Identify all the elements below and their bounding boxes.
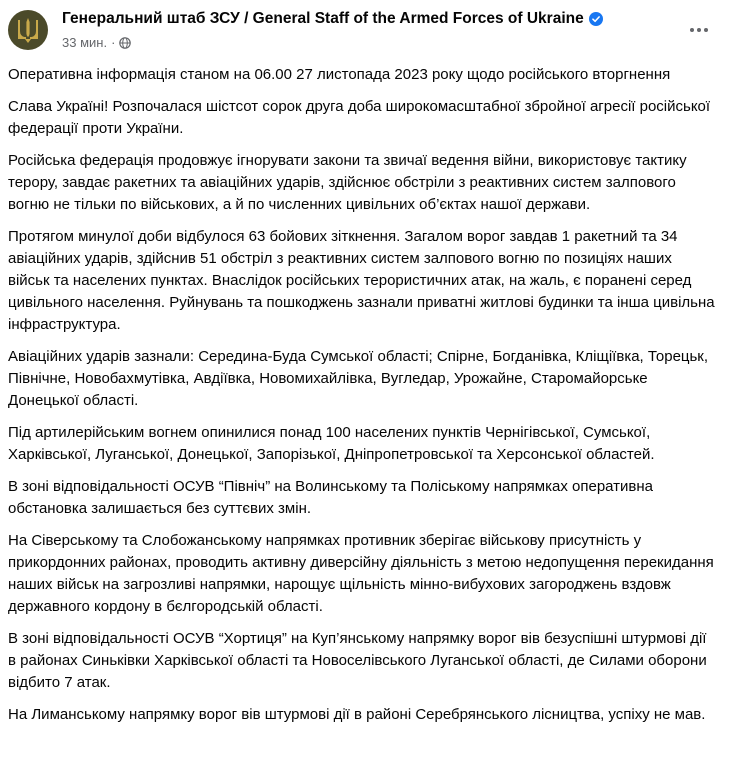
more-dot	[704, 28, 708, 32]
globe-icon	[119, 37, 131, 49]
author-name[interactable]: Генеральний штаб ЗСУ / General Staff of the Armed Forces of Ukraine	[62, 10, 584, 27]
author-line	[62, 10, 603, 28]
post-paragraph: Оперативна інформація станом на 06.00 27 листопада 2023 року щодо російського вторгнення	[8, 66, 671, 83]
post-paragraph: Протягом минулої доби відбулося 63 бойових зіткнення. Загалом ворог завдав 1 ракетний та 34 авіаційних ударів, здійснив 51 обстріл з реактивних систем залпового вогню по позиціях наших військ та населених пунктах. Внаслідок російських терористичних атак, на жаль, є поранені серед цивільного населення. Руйнувань та пошкоджень зазнали приватні житлові будинки та інша цивільна інфраструктура.	[8, 228, 715, 333]
post-paragraph: Російська федерація продовжує ігнорувати закони та звичаї ведення війни, використовує тактику терору, завдає ракетних та авіаційних ударів, здійснює обстріли з реактивних систем залпового вогню не тільки по військових, а й по численних цивільних об’єктах нашої держави.	[8, 152, 687, 213]
verified-badge-icon	[589, 12, 603, 26]
post-paragraph: Авіаційних ударів зазнали: Середина-Буда Сумської області; Спірне, Богданівка, Кліщіївка, Торецьк, Північне, Новобахмутівка, Авдіївка, Новомихайлівка, Вугледар, Урожайне, Старомайорське Донецької області.	[8, 348, 709, 409]
post-paragraph: На Сіверському та Слобожанському напрямках противник зберігає військову присутність у прикордонних районах, проводить активну диверсійну діяльність з метою недопущення перекидання наших військ на загрозливі напрямки, нарощує щільність мінно-вибухових загороджень вздовж державного кордону в бєлгородській області.	[8, 532, 714, 615]
post-timestamp[interactable]: 33 мин.	[62, 35, 108, 50]
trident-icon	[15, 16, 41, 44]
more-dot	[697, 28, 701, 32]
more-dot	[690, 28, 694, 32]
post-paragraph: На Лиманському напрямку ворог вів штурмові дії в районі Серебрянського лісництва, успіху не мав.	[8, 706, 706, 723]
post-paragraph: Слава Україні! Розпочалася шістсот сорок друга доба широкомасштабної збройної агресії російської федерації проти України.	[8, 98, 711, 137]
post-paragraph: Під артилерійським вогнем опинилися понад 100 населених пунктів Чернігівської, Сумської, Харківської, Луганської, Донецької, Запорізької, Дніпропетровської та Херсонської областей.	[8, 424, 655, 463]
more-options-icon[interactable]	[685, 20, 713, 40]
post-paragraph: В зоні відповідальності ОСУВ “Хортиця” на Куп’янському напрямку ворог вів безуспішні штурмові дії в районах Синьківки Харківської області та Новоселівського Луганської області, де Силами оборони відбито 7 атак.	[8, 630, 707, 691]
post-body	[8, 64, 716, 736]
post-header	[8, 8, 721, 62]
post-meta	[62, 35, 131, 50]
meta-separator: ·	[111, 35, 116, 50]
page-avatar[interactable]	[8, 10, 48, 50]
post-paragraph: В зоні відповідальності ОСУВ “Північ” на Волинському та Поліському напрямках оперативна обстановка залишається без суттєвих змін.	[8, 478, 654, 517]
